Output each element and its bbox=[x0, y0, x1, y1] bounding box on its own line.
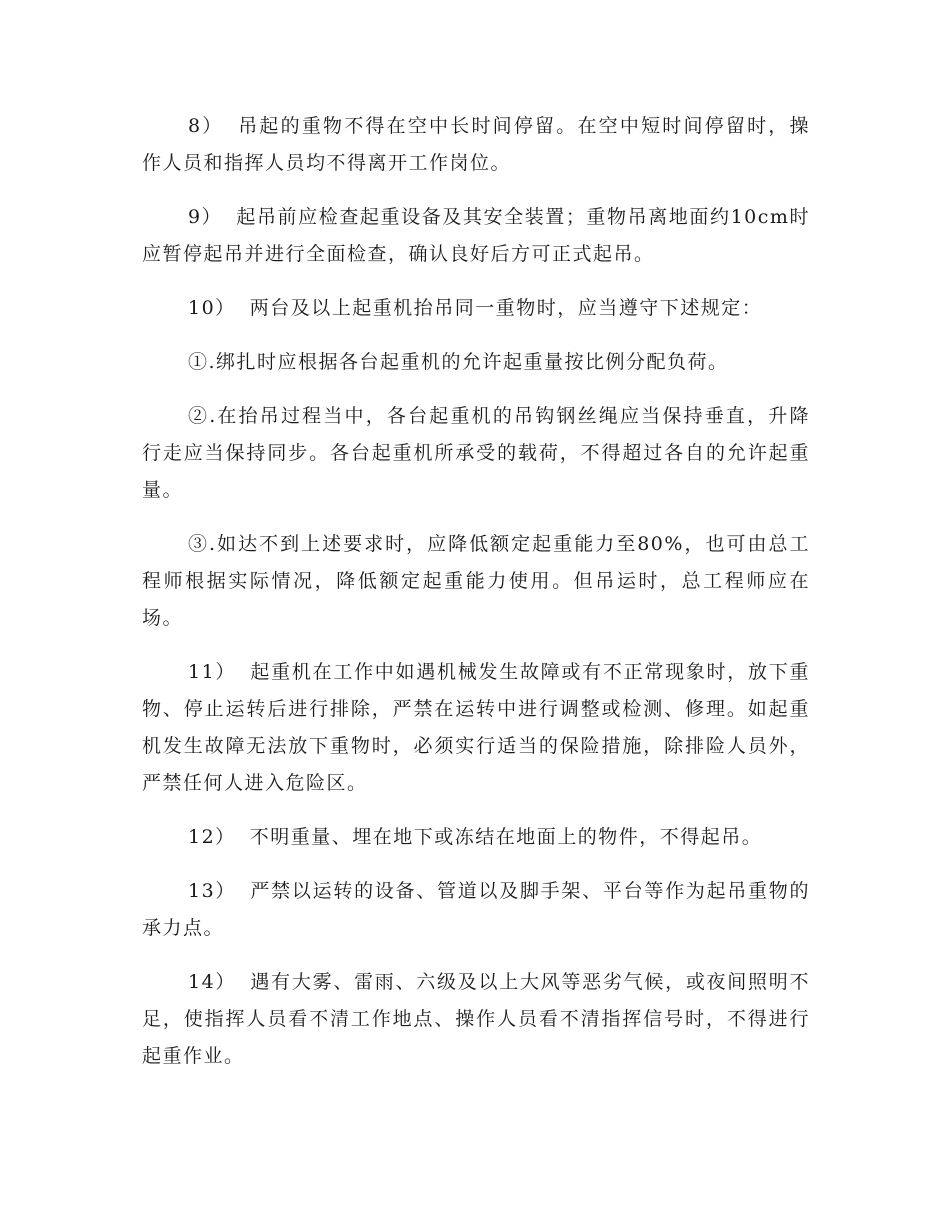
paragraph-text: 不明重量、埋在地下或冻结在地面上的物件，不得起吊。 bbox=[249, 826, 763, 848]
item-number: 12） bbox=[188, 826, 236, 848]
item-number: 13） bbox=[188, 880, 237, 902]
paragraph-text: 起吊前应检查起重设备及其安全装置；重物吊离地面约10cm时应暂停起吊并进行全面检查，确认良好后方可正式起吊。 bbox=[142, 206, 810, 265]
document-body bbox=[142, 108, 810, 1092]
sub-item-3 bbox=[142, 526, 810, 637]
sub-item-2 bbox=[142, 398, 810, 509]
sub-item-1 bbox=[142, 344, 810, 381]
item-number: 8） bbox=[188, 115, 224, 137]
paragraph-text: 遇有大雾、雷雨、六级及以上大风等恶劣气候，或夜间照明不足，使指挥人员看不清工作地点、操作人员看不清指挥信号时，不得进行起重作业。 bbox=[142, 971, 810, 1067]
paragraph-item-8 bbox=[142, 108, 810, 182]
paragraph-item-13 bbox=[142, 873, 810, 947]
paragraph-item-10 bbox=[142, 290, 810, 327]
paragraph-text: 两台及以上起重机抬吊同一重物时，应当遵守下述规定： bbox=[249, 297, 763, 319]
paragraph-text: ②.在抬吊过程当中，各台起重机的吊钩钢丝绳应当保持垂直，升降行走应当保持同步。各台起重机所承受的载荷，不得超过各自的允许起重量。 bbox=[142, 405, 810, 501]
paragraph-item-9 bbox=[142, 199, 810, 273]
item-number: 14） bbox=[188, 971, 237, 993]
paragraph-text: 严禁以运转的设备、管道以及脚手架、平台等作为起吊重物的承力点。 bbox=[142, 880, 810, 939]
paragraph-text: 吊起的重物不得在空中长时间停留。在空中短时间停留时，操作人员和指挥人员均不得离开工作岗位。 bbox=[142, 115, 810, 174]
item-number: 9） bbox=[188, 206, 223, 228]
paragraph-item-12 bbox=[142, 819, 810, 856]
paragraph-item-11 bbox=[142, 654, 810, 802]
item-number: 11） bbox=[188, 661, 237, 683]
paragraph-text: ③.如达不到上述要求时，应降低额定起重能力至80%，也可由总工程师根据实际情况，降低额定起重能力使用。但吊运时，总工程师应在场。 bbox=[142, 533, 810, 629]
paragraph-text: 起重机在工作中如遇机械发生故障或有不正常现象时，放下重物、停止运转后进行排除，严禁在运转中进行调整或检测、修理。如起重机发生故障无法放下重物时，必须实行适当的保险措施，除排险人员外，严禁任何人进入危险区。 bbox=[142, 661, 810, 794]
paragraph-item-14 bbox=[142, 964, 810, 1075]
item-number: 10） bbox=[188, 297, 236, 319]
paragraph-text: ①.绑扎时应根据各台起重机的允许起重量按比例分配负荷。 bbox=[188, 351, 729, 373]
